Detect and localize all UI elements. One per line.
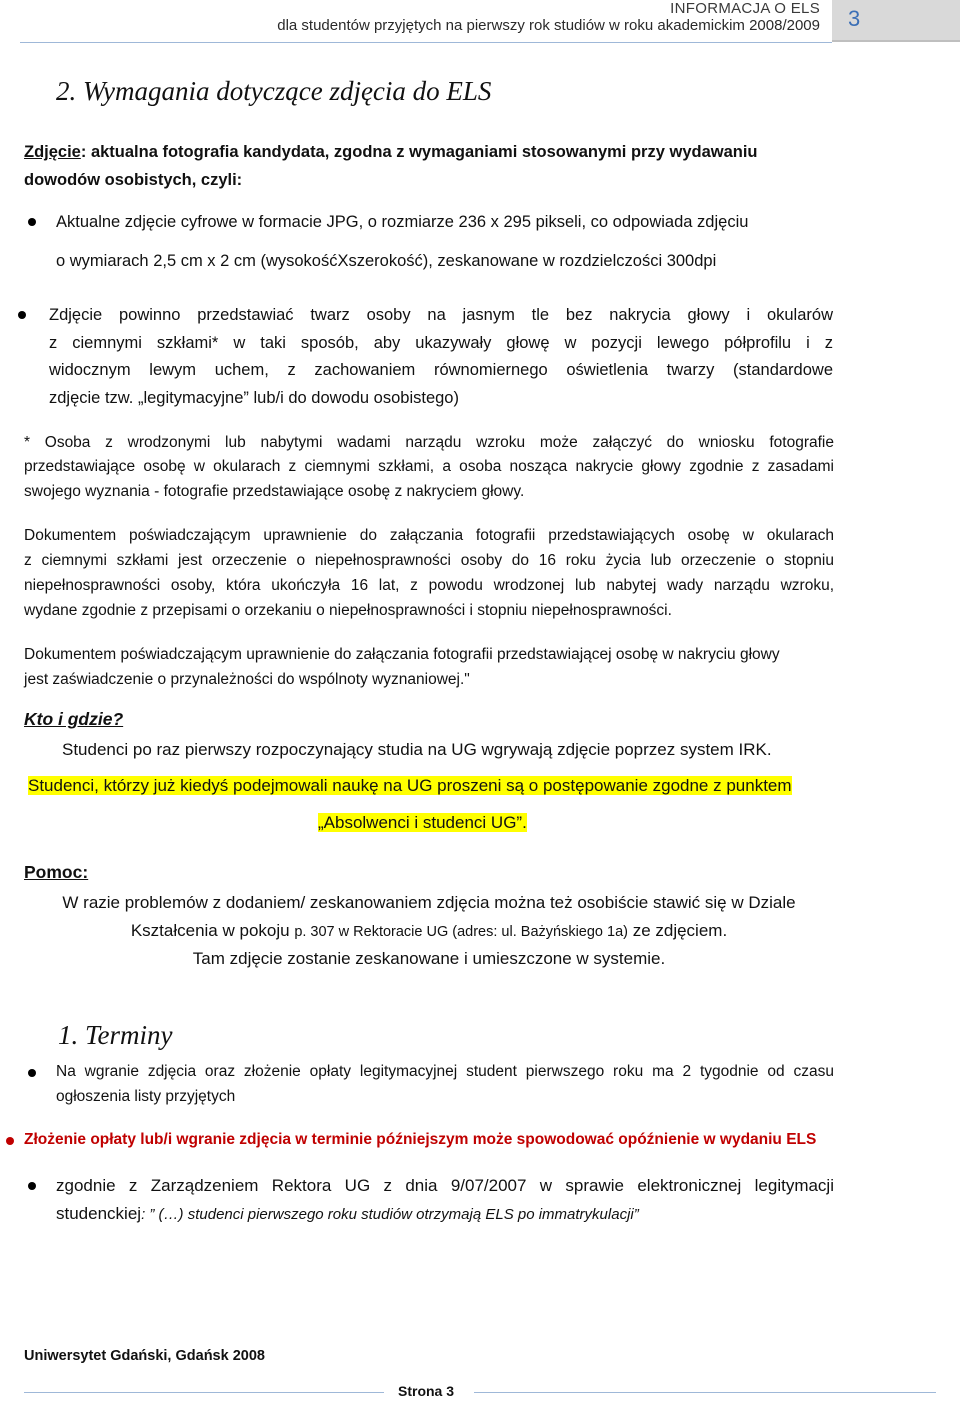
doc-paragraph1-line3: niepełnosprawności osoby, która ukończyła 16 lat, z powodu wrodzonej lub nabytej wady narządu wzroku,: [24, 577, 834, 594]
bullet-icon: [18, 311, 26, 319]
deadline-warning: Złożenie opłaty lub/i wgranie zdjęcia w terminie późniejszym może spowodować opóźnienie w wydaniu ELS: [24, 1131, 817, 1148]
footer-university: Uniwersytet Gdański, Gdańsk 2008: [24, 1348, 265, 1364]
doc-paragraph2-line2: jest zaświadczenie o przynależności do wspólnoty wyznaniowej.": [24, 671, 470, 688]
doc-paragraph1-line2: z ciemnymi szkłami jest orzeczenie o niepełnosprawności osoby do 16 roku życia lub orzeczenie o stopniu: [24, 552, 834, 569]
photo-label: Zdjęcie: [24, 143, 81, 161]
deadline-bullet3-line1: zgodnie z Zarządzeniem Rektora UG z dnia 9/07/2007 w sprawie elektronicznej legitymacji: [56, 1176, 834, 1195]
doc-paragraph1-line1: Dokumentem poświadczającym uprawnienie do załączania fotografii przedstawiających osobę w okularach: [24, 527, 834, 544]
bullet-photo-face-line3: widocznym lewym uchem, z zachowaniem równomiernego oświetlenia twarzy (standardowe: [49, 361, 833, 379]
doc-paragraph2-line1: Dokumentem poświadczającym uprawnienie do załączania fotografii przedstawiającej osobę w nakryciu głowy: [24, 646, 780, 663]
bullet-photo-format-line1: Aktualne zdjęcie cyfrowe w formacie JPG, o rozmiarze 236 x 295 pikseli, co odpowiada zdjęciu: [56, 213, 749, 231]
bullet-icon: [28, 218, 36, 226]
bullet-photo-format-line2: o wymiarach 2,5 cm x 2 cm (wysokośćXszerokość), zeskanowane w rozdzielczości 300dpi: [56, 252, 717, 270]
header-subtitle: dla studentów przyjętych na pierwszy rok studiów w roku akademickim 2008/2009: [277, 17, 820, 34]
footer-page-label: Strona 3: [398, 1383, 455, 1399]
bullet-icon: [28, 1182, 36, 1190]
photo-intro: [24, 138, 758, 166]
page-number: 3: [848, 6, 861, 31]
footnote-line1: * Osoba z wrodzonymi lub nabytymi wadami narządu wzroku może załączyć do wniosku fotografie: [24, 434, 834, 451]
section-heading-photo-requirements: 2. Wymagania dotyczące zdjęcia do ELS: [56, 76, 492, 106]
warning-bullet-icon: [6, 1137, 14, 1145]
who-where-heading: Kto i gdzie?: [24, 709, 124, 729]
photo-intro-text: : aktualna fotografia kandydata, zgodna z wymaganiami stosowanymi przy wydawaniu: [80, 143, 758, 161]
header-title: INFORMACJA O ELS: [670, 0, 820, 17]
who-where-line2: Studenci, którzy już kiedyś podejmowali naukę na UG proszeni są o postępowanie zgodne z punktem: [28, 776, 792, 795]
help-line1: W razie problemów z dodaniem/ zeskanowaniem zdjęcia można też osobiście stawić się w Dziale: [62, 893, 796, 912]
doc-paragraph1-line4: wydane zgodnie z przepisami o orzekaniu o niepełnosprawności i stopniu niepełnosprawności.: [24, 602, 672, 619]
help-line3: Tam zdjęcie zostanie zeskanowane i umieszczone w systemie.: [192, 949, 666, 968]
who-where-line3: „Absolwenci i studenci UG”.: [318, 813, 527, 832]
section-heading-deadlines: 1. Terminy: [58, 1020, 173, 1050]
deadline-bullet3-line2: studenckiej: ” (…) studenci pierwszego roku studiów otrzymają ELS po immatrykulacji”: [56, 1204, 639, 1223]
bullet-icon: [28, 1069, 36, 1077]
bullet-photo-face-line2: z ciemnymi szkłami* w taki sposób, aby ukazywały głowę w pozycji lewego półprofilu i z: [49, 334, 833, 352]
deadline-bullet1-line2: ogłoszenia listy przyjętych: [56, 1088, 236, 1105]
footer-divider-left: [24, 1392, 384, 1393]
photo-intro-line2: dowodów osobistych, czyli:: [24, 171, 243, 189]
header-divider: [20, 42, 832, 43]
help-line2: Kształcenia w pokoju p. 307 w Rektoracie UG (adres: ul. Bażyńskiego 1a) ze zdjęciem.: [130, 921, 728, 940]
bullet-photo-face-line1: Zdjęcie powinno przedstawiać twarz osoby na jasnym tle bez nakrycia głowy i okularów: [49, 306, 833, 324]
footer-divider-right: [474, 1392, 936, 1393]
page-number-badge: [832, 0, 960, 42]
who-where-line1: Studenci po raz pierwszy rozpoczynający studia na UG wgrywają zdjęcie poprzez system IRK.: [62, 740, 772, 759]
help-heading: Pomoc:: [24, 862, 89, 882]
deadline-bullet1-line1: Na wgranie zdjęcia oraz złożenie opłaty legitymacyjnej student pierwszego roku ma 2 tygodnie od czasu: [56, 1063, 834, 1080]
footnote-line2: przedstawiające osobę w okularach z ciemnymi szkłami, a osoba nosząca nakrycie głowy zgodnie z zasadami: [24, 458, 834, 475]
bullet-photo-face-line4: zdjęcie tzw. „legitymacyjne” lub/i do dowodu osobistego): [49, 389, 459, 407]
footnote-line3: swojego wyznania - fotografie przedstawiające osobę z nakryciem głowy.: [24, 483, 525, 500]
